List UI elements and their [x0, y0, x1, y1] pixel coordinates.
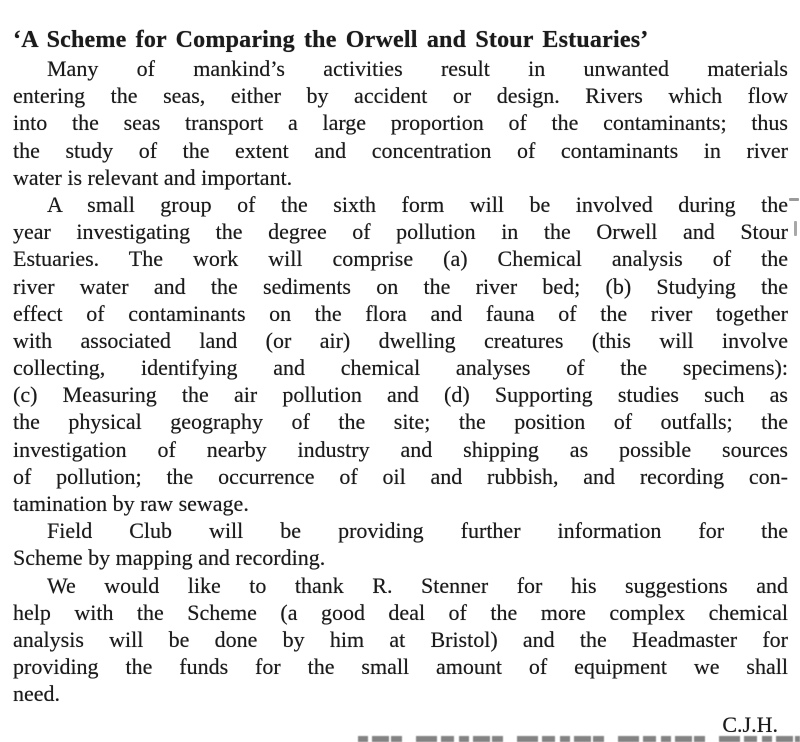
- text-line: help with the Scheme (a good deal of the more complex chemical: [13, 599, 788, 625]
- text-line: Scheme by mapping and recording.: [13, 545, 326, 571]
- paragraph: [13, 572, 788, 708]
- text-line: providing the funds for the small amount of equipment we shall: [13, 654, 788, 680]
- text-line: analysis will be done by him at Bristol) and the Headmaster for: [13, 626, 788, 652]
- text-line: investigation of nearby industry and shipping as possible sources: [13, 436, 788, 462]
- paragraph: [13, 191, 788, 517]
- text-line: year investigating the degree of pollution in the Orwell and Stour: [13, 219, 788, 245]
- scan-artifact: [789, 198, 799, 201]
- cutoff-next-line-artifact: [358, 736, 800, 742]
- text-line: Many of mankind’s activities result in unwanted materials: [47, 56, 788, 81]
- text-line: We would like to thank R. Stenner for his suggestions and: [47, 572, 788, 598]
- text-line: river water and the sediments on the river bed; (b) Studying the: [13, 273, 788, 299]
- text-line: into the seas transport a large proportion of the contaminants; thus: [13, 110, 788, 136]
- text-line: effect of contaminants on the flora and fauna of the river together: [13, 300, 788, 326]
- text-line: collecting, identifying and chemical analyses of the specimens):: [13, 355, 788, 381]
- paragraph: [13, 517, 788, 571]
- text-line: water is relevant and important.: [13, 164, 293, 190]
- text-line: A small group of the sixth form will be involved during the: [47, 191, 788, 217]
- paragraph: [13, 55, 788, 191]
- author-initials: C.J.H.: [722, 711, 778, 737]
- text-line: (c) Measuring the air pollution and (d) Supporting studies such as: [13, 382, 788, 408]
- text-line: of pollution; the occurrence of oil and rubbish, and recording con-: [13, 463, 788, 489]
- text-line: Field Club will be providing further information for the: [47, 518, 788, 544]
- scan-artifact: [794, 221, 797, 236]
- text-line: the physical geography of the site; the position of outfalls; the: [13, 409, 788, 435]
- text-line: need.: [13, 681, 61, 707]
- text-line: tamination by raw sewage.: [13, 491, 249, 516]
- document-title: ‘A Scheme for Comparing the Orwell and Stour Estuaries’: [13, 27, 649, 53]
- text-line: the study of the extent and concentration of contaminants in river: [13, 137, 788, 163]
- text-line: with associated land (or air) dwelling creatures (this will involve: [13, 327, 788, 353]
- text-line: entering the seas, either by accident or design. Rivers which flow: [13, 83, 788, 109]
- text-line: Estuaries. The work will comprise (a) Chemical analysis of the: [13, 246, 788, 272]
